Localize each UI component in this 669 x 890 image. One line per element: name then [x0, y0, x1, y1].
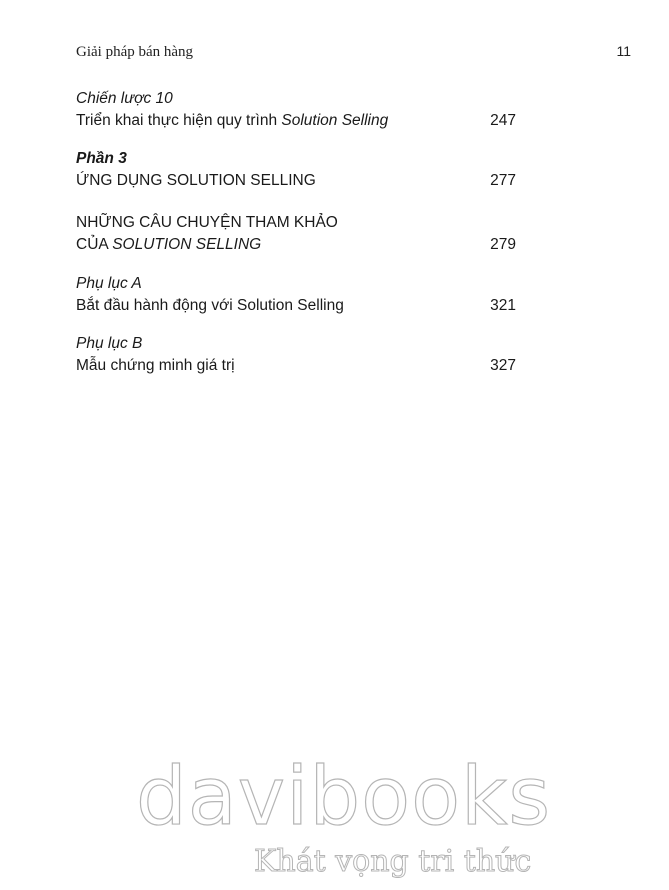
- watermark-brand: davibooks: [136, 750, 552, 843]
- toc-entry-title: Mẫu chứng minh giá trị: [76, 357, 235, 374]
- page-number: 11: [616, 43, 631, 59]
- toc-entry-reference-stories[interactable]: [76, 212, 516, 256]
- toc-entry-page-number: 327: [490, 357, 516, 374]
- toc-entry-label: Phụ lục B: [76, 335, 143, 352]
- toc-entry-page-number: 321: [490, 297, 516, 314]
- toc-entry-strategy-10[interactable]: [76, 88, 516, 132]
- toc-entry-row: [76, 295, 516, 317]
- toc-entry-page-number: 277: [490, 172, 516, 189]
- toc-entry-label: Phần 3: [76, 150, 127, 167]
- toc-entry-label: Chiến lược 10: [76, 90, 173, 107]
- toc-entry-title-line-1: NHỮNG CÂU CHUYỆN THAM KHẢO: [76, 214, 338, 231]
- toc-entry-row: [76, 355, 516, 377]
- toc-entry-title-line-2: [76, 234, 261, 256]
- toc-entry-title-text: CỦA: [76, 236, 113, 253]
- toc-entry-title: [76, 110, 388, 132]
- toc-entry-title: Bắt đầu hành động với Solution Selling: [76, 297, 344, 314]
- toc-entry-title: ỨNG DỤNG SOLUTION SELLING: [76, 172, 316, 189]
- toc-entry-row: [76, 170, 516, 192]
- toc-entry-part-3[interactable]: [76, 148, 516, 192]
- toc-entry-title-italic: Solution Selling: [281, 112, 389, 129]
- publisher-watermark: [136, 750, 552, 879]
- toc-entry-appendix-b[interactable]: [76, 333, 516, 377]
- toc-entry-row: [76, 234, 516, 256]
- toc-entry-title-italic: SOLUTION SELLING: [112, 236, 262, 253]
- running-header-title: Giải pháp bán hàng: [76, 44, 194, 60]
- toc-entry-page-number: 279: [490, 236, 516, 253]
- toc-entry-appendix-a[interactable]: [76, 273, 516, 317]
- toc-entry-title-text: Triển khai thực hiện quy trình: [76, 112, 282, 129]
- watermark-tagline: Khát vọng tri thức: [254, 844, 532, 879]
- toc-entry-label: Phụ lục A: [76, 275, 142, 292]
- toc-entry-page-number: 247: [490, 112, 516, 129]
- toc-entry-row: [76, 110, 516, 132]
